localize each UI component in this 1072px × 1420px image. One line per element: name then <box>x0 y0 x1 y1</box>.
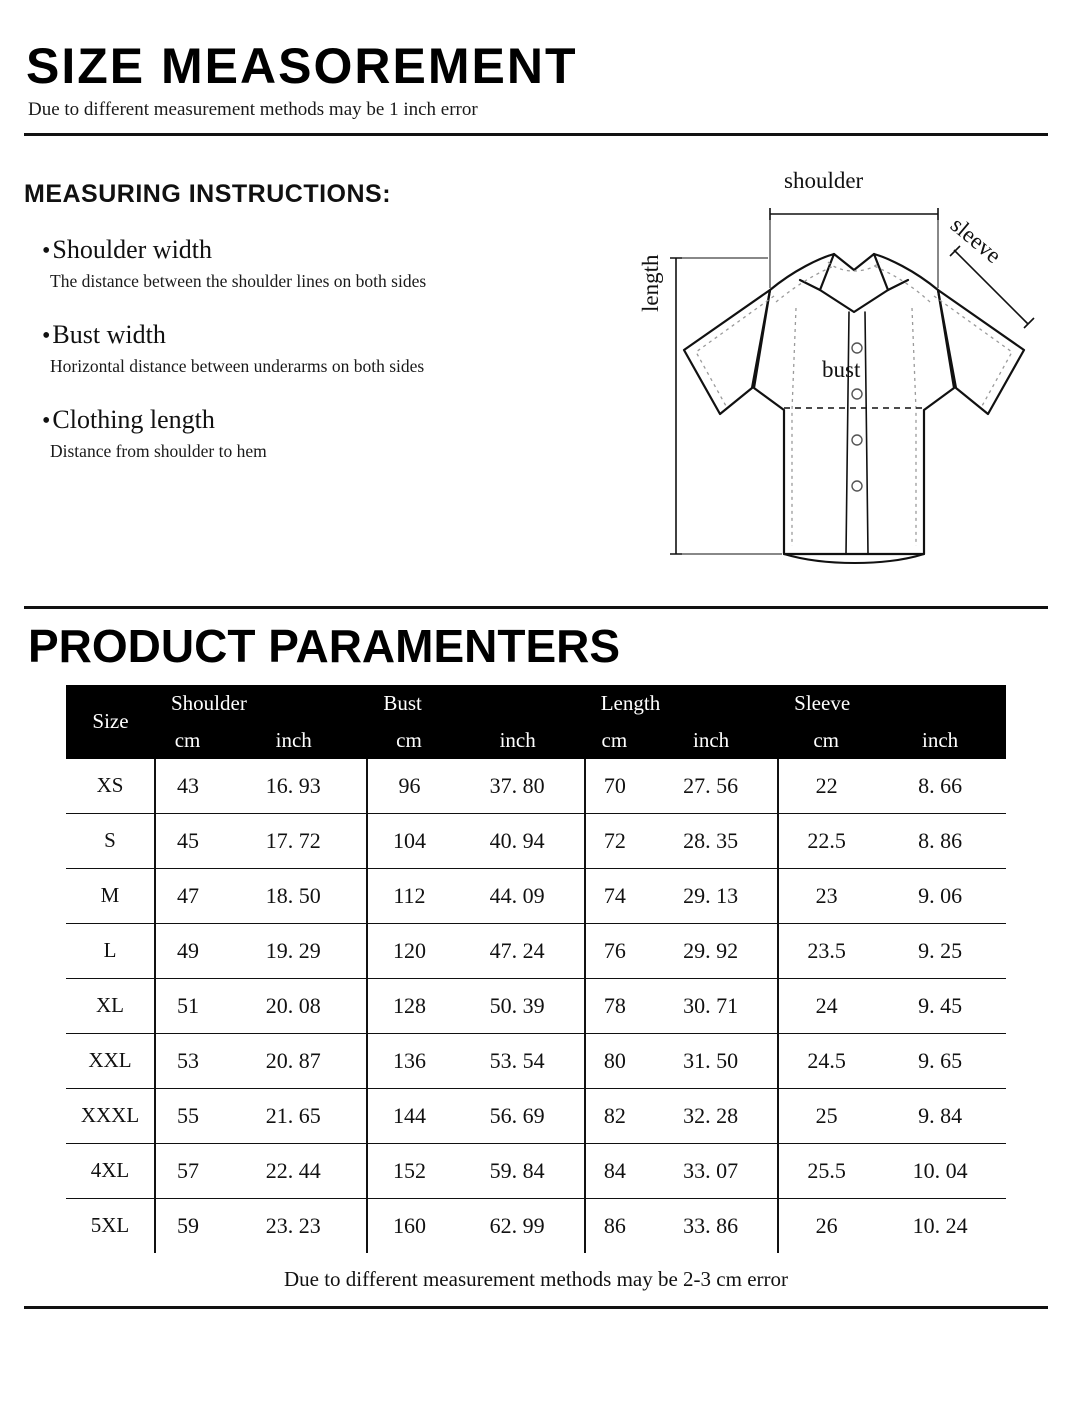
bullet-icon: • <box>42 407 51 434</box>
cell-length-inch: 33. 86 <box>644 1198 778 1253</box>
cell-bust-cm: 144 <box>367 1088 450 1143</box>
cell-bust-inch: 47. 24 <box>451 923 585 978</box>
cell-length-inch: 29. 92 <box>644 923 778 978</box>
table-row <box>66 868 1006 923</box>
cell-bust-inch: 56. 69 <box>451 1088 585 1143</box>
cell-size: XL <box>66 978 155 1033</box>
header-group-sleeve: Sleeve <box>778 685 1006 723</box>
cell-shoulder-cm: 51 <box>155 978 220 1033</box>
cell-sleeve-inch: 10. 04 <box>874 1143 1006 1198</box>
cell-shoulder-cm: 43 <box>155 759 220 814</box>
cell-bust-inch: 50. 39 <box>451 978 585 1033</box>
instruction-heading <box>42 405 624 435</box>
header-unit-bust-cm: cm <box>367 723 450 759</box>
cell-sleeve-inch: 10. 24 <box>912 1212 968 1238</box>
instruction-desc: The distance between the shoulder lines on both sides <box>50 270 427 291</box>
cell-shoulder-cm: 55 <box>155 1088 220 1143</box>
cell-bust-inch: 44. 09 <box>451 868 585 923</box>
cell-shoulder-inch: 20. 87 <box>220 1033 367 1088</box>
cell-bust-cm: 104 <box>367 813 450 868</box>
header-group-shoulder: Shoulder <box>155 685 367 723</box>
table-row <box>66 1033 1006 1088</box>
cell-sleeve-cm: 23 <box>778 868 874 923</box>
table-row <box>66 978 1006 1033</box>
header-unit-length-inch: inch <box>644 723 778 759</box>
cell-shoulder-cm: 45 <box>155 813 220 868</box>
cell-length-inch: 32. 28 <box>644 1088 778 1143</box>
cell-sleeve-cm: 26 <box>815 1212 838 1238</box>
cell-bust-cm: 136 <box>367 1033 450 1088</box>
page-title: SIZE MEASOREMENT <box>26 38 578 94</box>
cell-sleeve-inch: 9. 65 <box>874 1033 1006 1088</box>
cell-sleeve-cm: 22 <box>778 759 874 814</box>
instructions-title: MEASURING INSTRUCTIONS: <box>24 179 392 208</box>
cell-sleeve-cm: 25 <box>778 1088 874 1143</box>
cell-length-cm: 72 <box>585 813 644 868</box>
cell-bust-cm: 128 <box>367 978 450 1033</box>
cell-shoulder-cm: 57 <box>155 1143 220 1198</box>
cell-bust-cm: 96 <box>367 759 450 814</box>
table-body <box>66 759 1006 1253</box>
cell-length-cm: 80 <box>585 1033 644 1088</box>
cell-length-inch: 33. 07 <box>644 1143 778 1198</box>
cell-shoulder-inch: 17. 72 <box>220 813 367 868</box>
cell-sleeve-inch: 9. 84 <box>874 1088 1006 1143</box>
shading-lines <box>696 262 1012 546</box>
cell-bust-inch: 37. 80 <box>451 759 585 814</box>
instruction-name: Clothing length <box>52 404 215 434</box>
cell-sleeve-inch: 8. 86 <box>874 813 1006 868</box>
label-sleeve: sleeve <box>945 211 1007 268</box>
cell-size: L <box>66 923 155 978</box>
cell-size: S <box>66 813 155 868</box>
header-group-length: Length <box>585 685 778 723</box>
instruction-heading <box>42 320 624 350</box>
header-unit-length-cm: cm <box>585 723 644 759</box>
cell-sleeve-inch: 8. 66 <box>874 759 1006 814</box>
instruction-item-shoulder <box>24 235 624 292</box>
cell-sleeve-inch: 9. 45 <box>874 978 1006 1033</box>
table-unit-header-row <box>66 723 1006 759</box>
instruction-heading <box>42 235 624 265</box>
cell-sleeve-inch: 9. 06 <box>874 868 1006 923</box>
cell-length-cm: 76 <box>585 923 644 978</box>
header-unit-sleeve-inch: inch <box>874 723 1006 759</box>
cell-size: M <box>66 868 155 923</box>
cell-size: 5XL <box>66 1198 155 1253</box>
cell-shoulder-inch: 19. 29 <box>220 923 367 978</box>
label-bust: bust <box>822 356 861 382</box>
cell-sleeve-cm: 24.5 <box>778 1033 874 1088</box>
table-row <box>66 1088 1006 1143</box>
instruction-item-length <box>24 405 624 462</box>
cell-shoulder-inch: 18. 50 <box>220 868 367 923</box>
cell-length-cm: 84 <box>585 1143 644 1198</box>
cell-shoulder-cm: 59 <box>177 1212 200 1238</box>
label-length: length <box>638 254 663 312</box>
cell-sleeve-inch: 9. 25 <box>874 923 1006 978</box>
product-parameters-section <box>0 619 1072 1292</box>
instruction-name: Shoulder width <box>52 234 213 264</box>
cell-sleeve-cm: 23.5 <box>778 923 874 978</box>
header-unit-sleeve-cm: cm <box>778 723 874 759</box>
size-table <box>66 685 1006 1253</box>
cell-length-cm: 70 <box>585 759 644 814</box>
cell-shoulder-cm: 49 <box>155 923 220 978</box>
cell-bust-inch: 53. 54 <box>451 1033 585 1088</box>
instruction-name: Bust width <box>52 319 166 349</box>
cell-size: XXL <box>66 1033 155 1088</box>
page-header <box>0 0 1072 121</box>
instruction-desc: Horizontal distance between underarms on both sides <box>50 355 425 376</box>
table-row <box>66 1143 1006 1198</box>
cell-shoulder-inch: 23. 23 <box>220 1198 367 1253</box>
cell-bust-inch: 59. 84 <box>451 1143 585 1198</box>
cell-length-inch: 30. 71 <box>644 978 778 1033</box>
page-subtitle: Due to different measurement methods may be 1 inch error <box>28 98 478 120</box>
cell-shoulder-cm: 47 <box>155 868 220 923</box>
cell-bust-cm: 152 <box>367 1143 450 1198</box>
cell-bust-cm: 160 <box>392 1212 426 1238</box>
cell-sleeve-cm: 25.5 <box>778 1143 874 1198</box>
header-size: Size <box>66 685 155 759</box>
section-divider <box>24 606 1048 609</box>
header-unit-shoulder-inch: inch <box>220 723 367 759</box>
cell-bust-cm: 112 <box>367 868 450 923</box>
cell-size: XXXL <box>66 1088 155 1143</box>
bullet-icon: • <box>42 322 51 349</box>
cell-bust-inch: 40. 94 <box>451 813 585 868</box>
measuring-section <box>0 136 1072 606</box>
instruction-item-bust <box>24 320 624 377</box>
cell-size: XS <box>66 759 155 814</box>
measuring-instructions <box>24 162 624 606</box>
header-group-bust: Bust <box>367 685 584 723</box>
cell-length-cm: 86 <box>603 1212 626 1238</box>
cell-length-inch: 31. 50 <box>644 1033 778 1088</box>
shirt-diagram <box>624 162 1048 606</box>
cell-length-inch: 28. 35 <box>644 813 778 868</box>
cell-bust-inch: 62. 99 <box>451 1198 585 1253</box>
instruction-desc: Distance from shoulder to hem <box>50 440 267 461</box>
cell-shoulder-inch: 16. 93 <box>220 759 367 814</box>
cell-shoulder-inch: 20. 08 <box>220 978 367 1033</box>
cell-sleeve-cm: 22.5 <box>778 813 874 868</box>
table-group-header-row <box>66 685 1006 723</box>
header-unit-bust-inch: inch <box>451 723 585 759</box>
params-title: PRODUCT PARAMENTERS <box>28 619 621 672</box>
cell-bust-cm: 120 <box>367 923 450 978</box>
cell-shoulder-inch: 21. 65 <box>220 1088 367 1143</box>
footer-divider <box>24 1306 1048 1309</box>
cell-size: 4XL <box>66 1143 155 1198</box>
table-footer-note: Due to different measurement methods may be 2-3 cm error <box>283 1266 789 1291</box>
bullet-icon: • <box>42 237 51 264</box>
cell-shoulder-cm: 53 <box>155 1033 220 1088</box>
table-head <box>66 685 1006 759</box>
label-shoulder: shoulder <box>784 167 864 193</box>
table-row <box>66 759 1006 814</box>
cell-length-inch: 27. 56 <box>644 759 778 814</box>
cell-length-cm: 78 <box>585 978 644 1033</box>
table-row <box>66 1198 1006 1253</box>
header-unit-shoulder-cm: cm <box>155 723 220 759</box>
table-row <box>66 923 1006 978</box>
cell-sleeve-cm: 24 <box>778 978 874 1033</box>
cell-length-cm: 82 <box>585 1088 644 1143</box>
cell-length-cm: 74 <box>585 868 644 923</box>
cell-shoulder-inch: 22. 44 <box>220 1143 367 1198</box>
table-row <box>66 813 1006 868</box>
cell-length-inch: 29. 13 <box>644 868 778 923</box>
